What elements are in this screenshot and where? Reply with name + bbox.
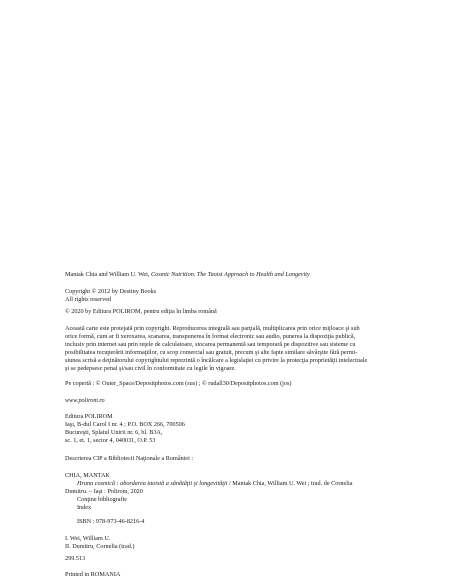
cip-entries [65,535,395,551]
cip-heading: Descrierea CIP a Bibliotecii Naţionale a României : [65,455,194,462]
address-line: Bucureşti, Splaiul Unirii nr. 6, bl. B3A, [65,429,163,436]
cip-title: Hrana cosmică : abordarea taoistă a sănătăţii şi longevităţii / Mantak Chia, William U. Wei ; trad. de Cornelia [77,480,353,487]
publisher-address [65,413,395,445]
cip-entry: I. Wei, William U. [65,535,111,542]
legal-line: siunea scrisă a deţinătorului copyrightului reprezintă o încălcare a legislaţiei cu privire la protecţia proprietăţii intelectuale [65,357,368,364]
romanian-edition-copyright: © 2020 by Editura POLIROM, pentru ediţia în limba română [65,308,217,315]
copyright-notice [65,288,395,304]
legal-line: Această carte este protejată prin copyright. Reproducerea integrală sau parţială, multiplicarea prin orice mijloace şi sub [65,325,360,332]
cip-entry: II. Dumitru, Cornelia (trad.) [65,543,135,550]
cip-title-cont: Dumitru. – Iaşi : Polirom, 2020 [65,488,143,495]
cip-record [65,472,395,512]
isbn: ISBN : 978-973-46-8216-4 [77,518,145,525]
publisher-website: www.polirom.ro [65,397,105,404]
address-line: Iaşi, B-dul Carol I nr. 4 ; P.O. BOX 266, 700506 [65,421,185,428]
original-authors: Mantak Chia and William U. Wei, [65,271,151,278]
copyright-line: Copyright © 2012 by Destiny Books [65,288,157,295]
cip-note: Conţine bibliografie [77,496,128,503]
original-title: Cosmic Nutrition. The Taoist Approach to Health and Longevity [150,271,310,278]
classification-number: 299.513 [65,555,86,562]
cover-credits: Pe copertă : © Outer_Space/Depositphotos.com (sus) ; © rudall30/Depositphotos.com (jos) [65,380,292,387]
legal-line: şi se pedepsesc penal şi/sau civil în conformitate cu legile în vigoare. [65,365,236,372]
legal-line: orice formă, cum ar fi xeroxarea, scanarea, transpunerea în format electronic sau audio, punerea la dispoziţia publică, [65,333,356,340]
rights-line: All rights reserved [65,296,112,303]
address-line: sc. 1, et. 1, sector 4, 040031, O.P. 53 [65,437,156,444]
cip-author: CHIA, MANTAK [65,472,110,479]
cip-note: Index [77,504,92,511]
legal-line: posibilitatea recuperării informaţiilor, cu scop comercial sau gratuit, precum şi alte fapte similare săvârşite fără permi- [65,349,358,356]
legal-line: inclusiv prin internet sau prin reţele de calculatoare, stocarea permanentă sau temporară pe dispozitive sau sisteme cu [65,341,356,348]
legal-notice [65,325,395,373]
publisher-name: Editura POLIROM [65,413,113,420]
printed-in: Printed in ROMANIA [65,571,121,578]
original-edition-credit [65,271,395,279]
